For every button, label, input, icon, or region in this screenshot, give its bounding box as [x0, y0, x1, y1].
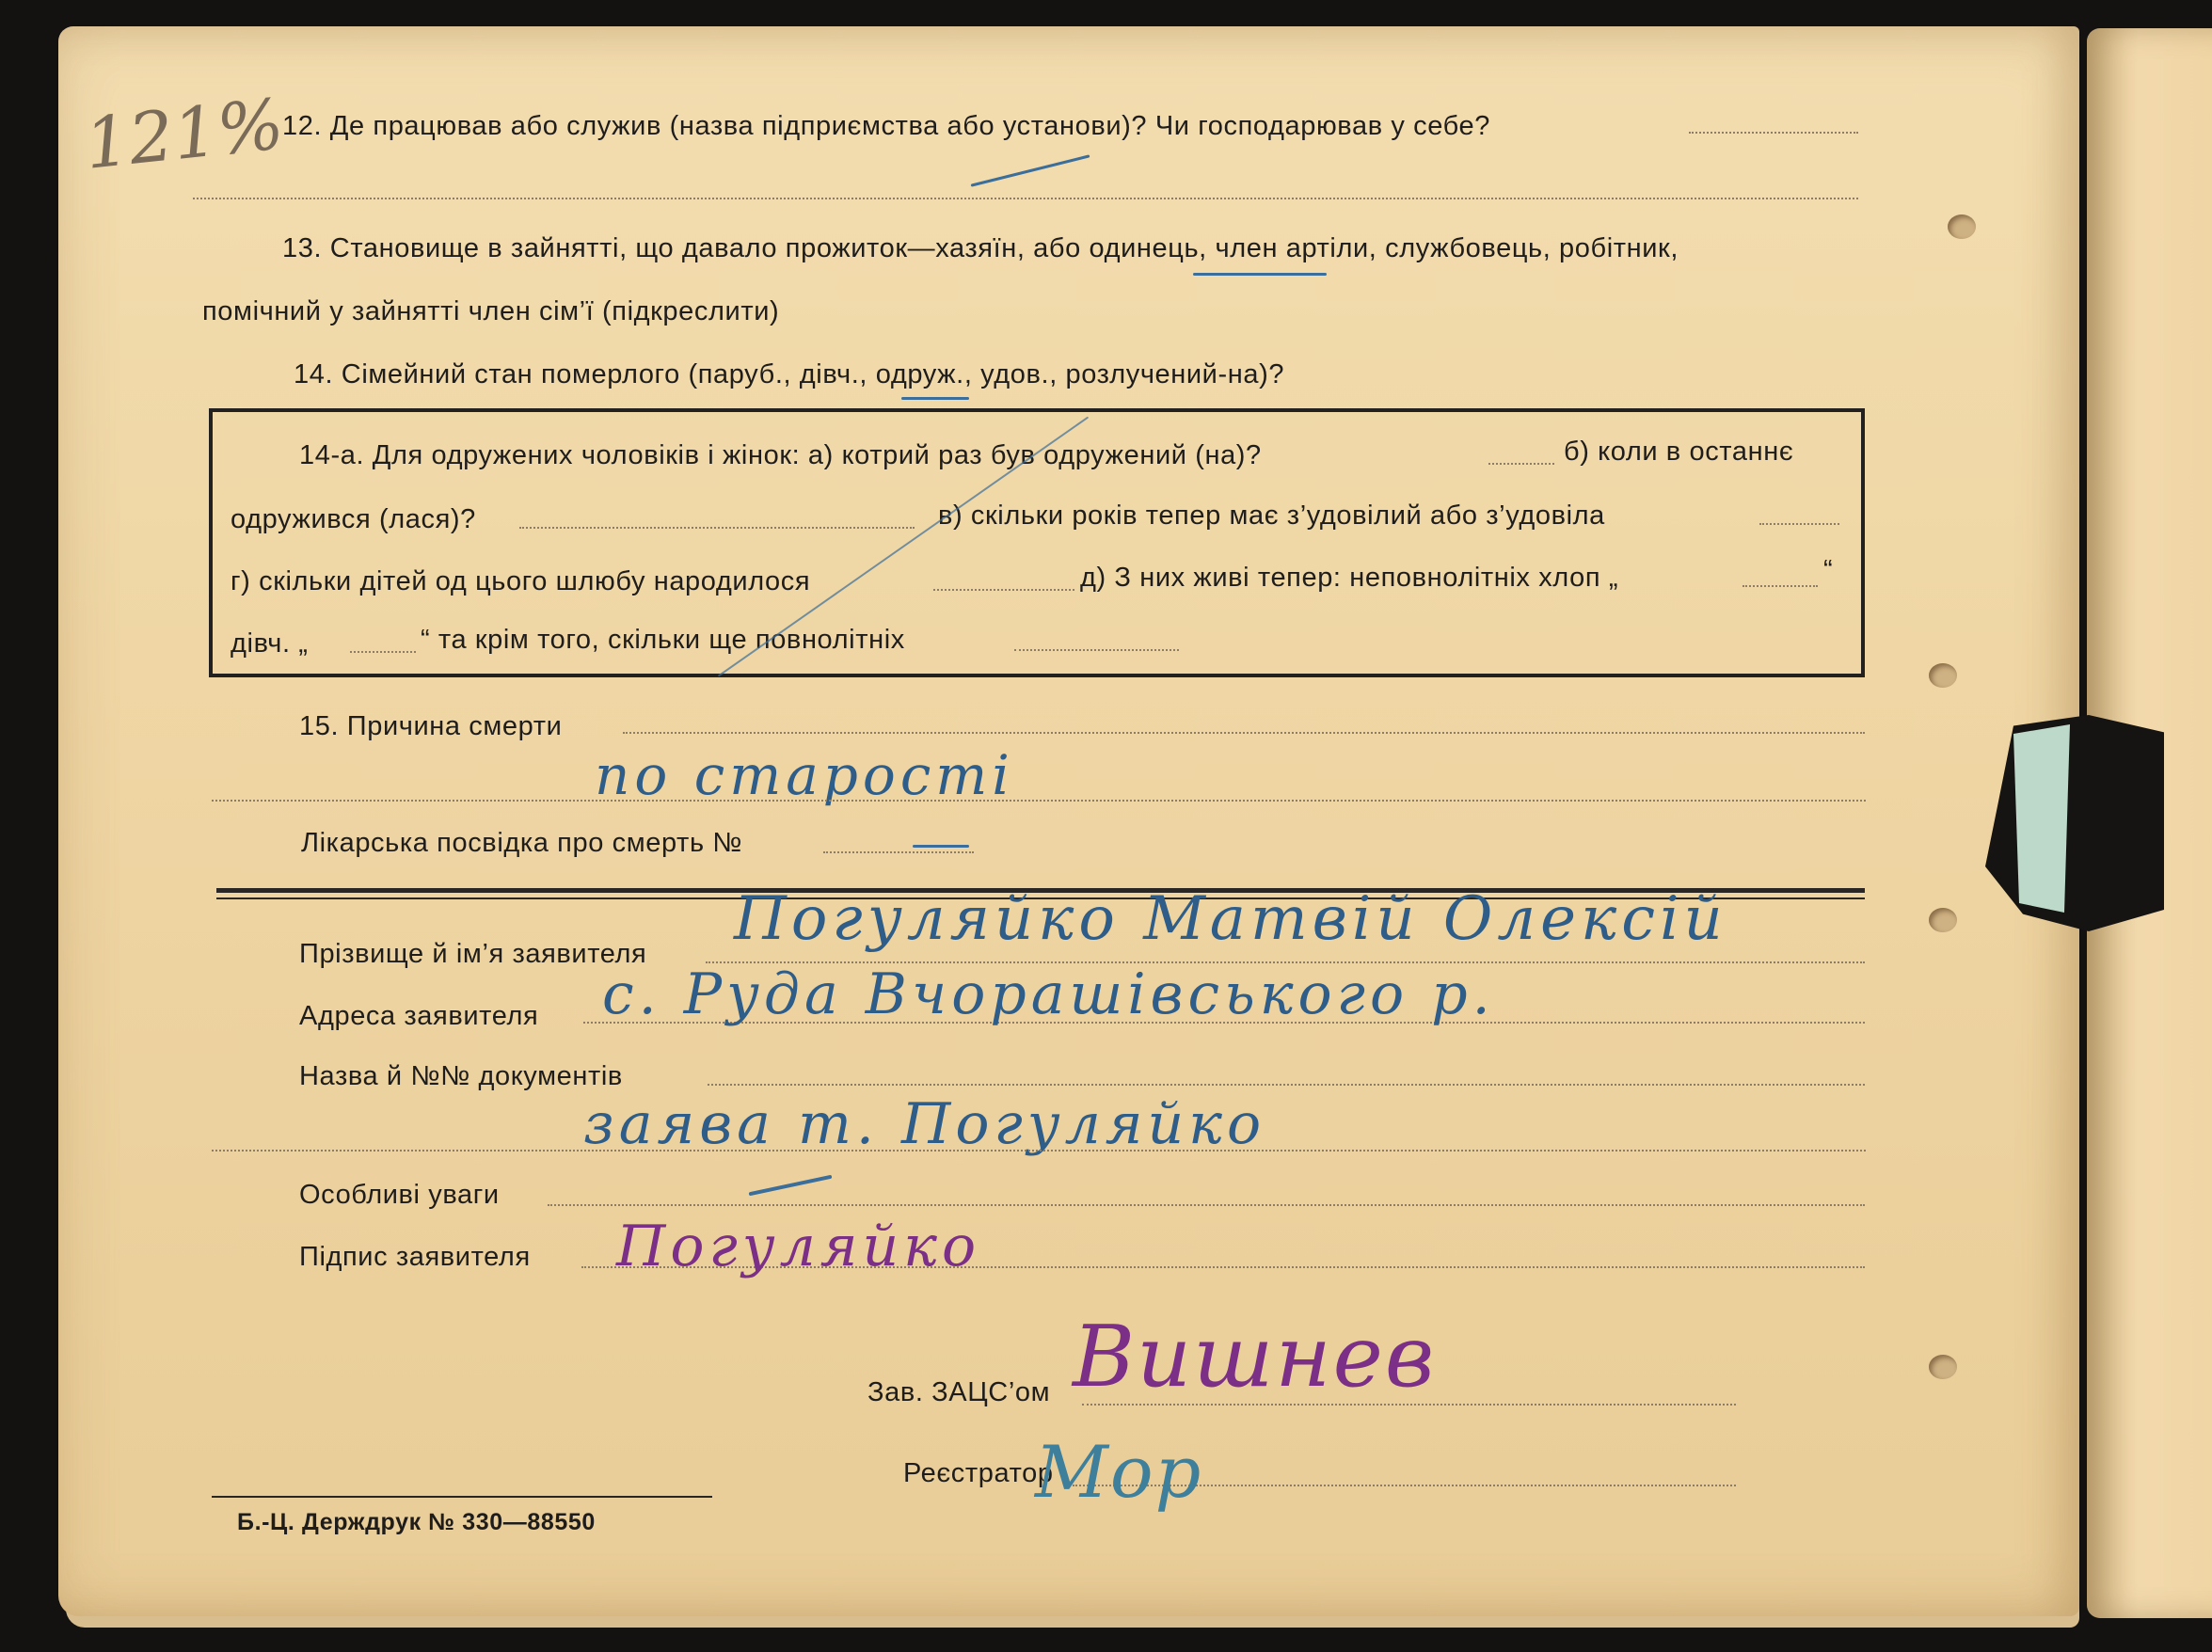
head-signature: Вишнев	[1073, 1308, 1437, 1406]
binding-hole	[1929, 663, 1957, 688]
answer-line	[708, 1084, 1865, 1086]
printer-imprint: Б.-Ц. Держдрук № 330—88550	[237, 1509, 596, 1535]
question-14a-line-2a: одружився (лася)?	[231, 504, 476, 534]
handwritten-cause: по старості	[595, 743, 1014, 807]
binding-hole	[1929, 908, 1957, 932]
answer-line	[350, 651, 416, 653]
answer-line	[1014, 649, 1179, 651]
question-14a-line-3b: д) З них живі тепер: неповнолітніх хлоп „	[1080, 563, 1619, 593]
documents-label: Назва й №№ документів	[299, 1061, 623, 1091]
binding-hole	[1929, 1355, 1957, 1379]
registrar-signature: Мор	[1035, 1430, 1203, 1514]
question-15: 15. Причина смерти	[299, 711, 563, 741]
question-13-line-1: 13. Становище в зайнятті, що давало прожиток—хазяїн, або одинець, член артіли, службовець, робітник,	[282, 233, 1679, 263]
binding-paper-strip	[2013, 724, 2070, 913]
answer-line	[823, 851, 974, 853]
question-14a-line-3c: “	[1823, 555, 1834, 585]
underline-mark	[901, 397, 969, 400]
answer-line	[623, 732, 1865, 734]
applicant-address-label: Адреса заявителя	[299, 1001, 539, 1031]
answer-line	[519, 527, 915, 529]
answer-line	[1759, 523, 1839, 525]
handwritten-documents: заява т. Погуляйко	[583, 1091, 1266, 1157]
footer-rule	[212, 1496, 712, 1498]
answer-line	[193, 198, 1858, 199]
ink-dash	[913, 845, 969, 848]
applicant-signature-label: Підпис заявителя	[299, 1242, 531, 1272]
question-12: 12. Де працював або служив (назва підприємства або установи)? Чи господарював у себе?	[282, 111, 1490, 141]
answer-line	[548, 1204, 1865, 1206]
form-page	[58, 26, 2079, 1616]
question-14a-line-4b: “ та крім того, скільки ще повнолітніх	[421, 625, 905, 655]
notes-label: Особливі уваги	[299, 1180, 500, 1210]
question-13-line-2: помічний у зайнятті член сім’ї (підкреслити)	[202, 296, 780, 326]
margin-note: 121%	[81, 84, 288, 185]
answer-line	[212, 800, 1866, 802]
applicant-name-label: Прізвище й ім’я заявителя	[299, 939, 647, 969]
answer-line	[1488, 463, 1554, 465]
applicant-signature: Погуляйко	[616, 1214, 981, 1279]
handwritten-name: Погуляйко Матвій Олексій	[734, 884, 1727, 954]
answer-line	[212, 1150, 1866, 1152]
question-14a-line-1b: б) коли в останнє	[1564, 437, 1794, 467]
question-14a-line-2b: в) скільки років тепер має з’удовілий або з’удовіла	[938, 500, 1605, 531]
question-14a-line-3a: г) скільки дітей од цього шлюбу народилося	[231, 566, 811, 596]
binding-hole	[1948, 214, 1976, 239]
answer-line	[1743, 585, 1818, 587]
medical-certificate-label: Лікарська посвідка про смерть №	[301, 828, 743, 858]
underline-mark	[1193, 273, 1327, 276]
question-14a-line-1: 14-а. Для одружених чоловіків і жінок: а) котрий раз був одружений (на)?	[299, 440, 1262, 470]
registrar-label: Реєстратор	[903, 1458, 1054, 1488]
handwritten-address: с. Руда Вчорашівського р.	[602, 961, 1495, 1027]
answer-line	[933, 589, 1074, 591]
answer-line	[1689, 132, 1858, 134]
head-label: Зав. ЗАЦС’ом	[867, 1377, 1051, 1407]
question-14a-line-4a: дівч. „	[231, 628, 309, 659]
question-14: 14. Сімейний стан померлого (паруб., дівч., одруж., удов., розлучений-на)?	[294, 359, 1285, 389]
